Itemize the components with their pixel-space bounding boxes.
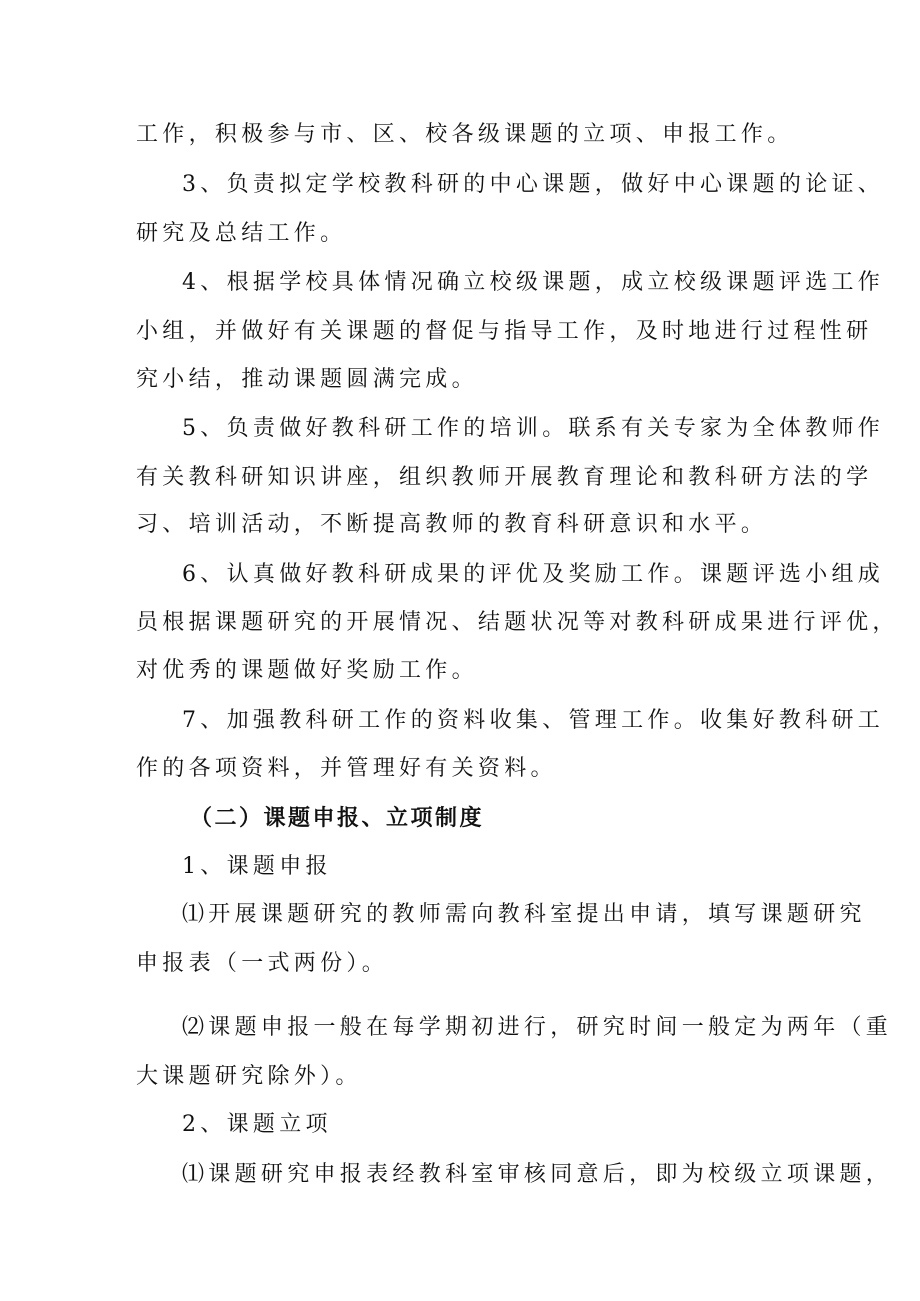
text-line-22: ⑴课题研究申报表经教科室审核同意后，即为校级立项课题， (182, 1162, 893, 1187)
text-line-9: 习、培训活动，不断提高教师的教育科研意识和水平。 (136, 512, 768, 537)
text-line-17: ⑴开展课题研究的教师需向教科室提出申请，填写课题研究 (182, 902, 866, 927)
subsection-heading-1: 1、课题申报 (182, 854, 332, 879)
text-line-8: 有关教科研知识讲座，组织教师开展教育理论和教科研方法的学 (136, 465, 873, 490)
section-heading: （二）课题申报、立项制度 (190, 805, 485, 831)
text-line-12: 对优秀的课题做好奖励工作。 (136, 658, 478, 683)
text-line-19: ⑵课题申报一般在每学期初进行，研究时间一般定为两年（重 (182, 1015, 893, 1040)
text-line-1: 工作，积极参与市、区、校各级课题的立项、申报工作。 (136, 122, 794, 147)
text-line-7: 5、负责做好教科研工作的培训。联系有关专家为全体教师作 (182, 416, 885, 441)
text-line-14: 作的各项资料，并管理好有关资料。 (136, 756, 557, 781)
subsection-heading-2: 2、课题立项 (182, 1112, 332, 1137)
text-line-5: 小组，并做好有关课题的督促与指导工作，及时地进行过程性研 (136, 319, 873, 344)
text-line-13: 7、加强教科研工作的资料收集、管理工作。收集好教科研工 (182, 708, 885, 733)
text-line-10: 6、认真做好教科研成果的评优及奖励工作。课题评选小组成 (182, 562, 885, 587)
text-line-2: 3、负责拟定学校教科研的中心课题，做好中心课题的论证、 (182, 172, 885, 197)
text-line-3: 研究及总结工作。 (136, 221, 347, 246)
text-line-11: 员根据课题研究的开展情况、结题状况等对教科研成果进行评优， (136, 610, 899, 635)
text-line-18: 申报表（一式两份）。 (136, 951, 389, 976)
text-line-6: 究小结，推动课题圆满完成。 (136, 367, 478, 392)
text-line-4: 4、根据学校具体情况确立校级课题，成立校级课题评选工作 (182, 270, 885, 295)
text-line-20: 大课题研究除外）。 (136, 1064, 362, 1089)
